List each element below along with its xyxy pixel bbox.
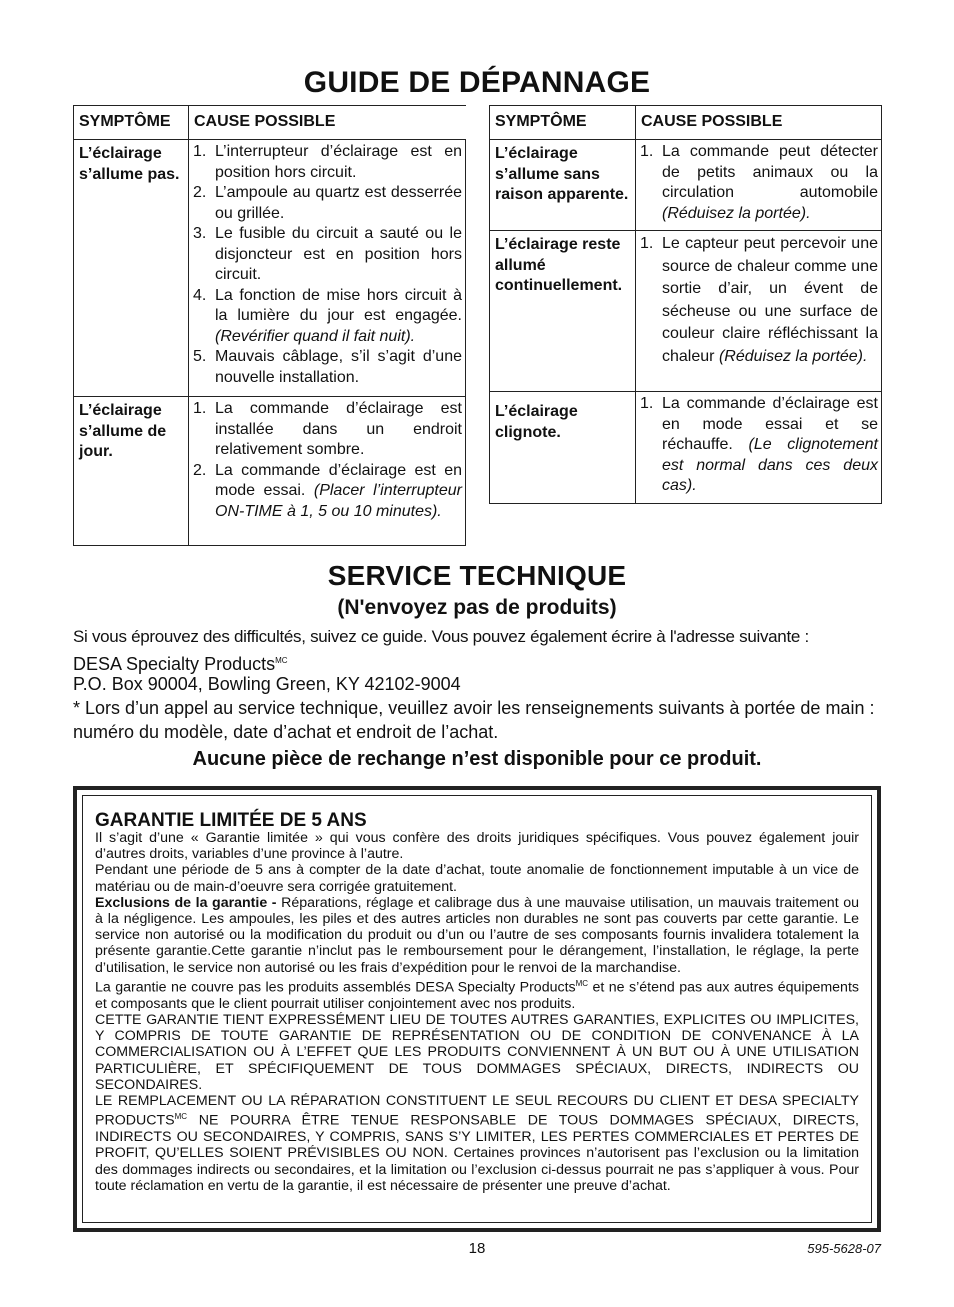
symptom-label: L’éclairage s’allume de jour. bbox=[79, 402, 167, 460]
service-intro: Si vous éprouvez des difficultés, suivez ce guide. Vous pouvez également écrire à l'adresse suivante : bbox=[73, 627, 809, 646]
warranty-paragraph: Il s’agit d’une « Garantie limitée » qui vous confère des droits juridiques spécifiques. Vous pouvez également jouir d’autres droits, variables d’une province à l’autre. bbox=[95, 830, 859, 863]
symptom-header: SYMPTÔME bbox=[490, 106, 636, 140]
table-header bbox=[490, 106, 882, 140]
cause-header: CAUSE POSSIBLE bbox=[189, 106, 466, 140]
cause-item: 4. La fonction de mise hors circuit à la lumière du jour est engagée. (Revérifier quand il fait nuit). bbox=[193, 286, 462, 345]
cause-item: 1. La commande d’éclairage est installée dans un endroit relativement sombre. bbox=[193, 400, 462, 458]
symptom-label: L’éclairage s’allume sans raison apparente. bbox=[495, 145, 629, 203]
table-row bbox=[490, 392, 882, 504]
table-row bbox=[74, 397, 466, 546]
mailing-address: P.O. Box 90004, Bowling Green, KY 42102-9004 bbox=[73, 674, 461, 694]
troubleshooting-table-right bbox=[489, 105, 882, 504]
cause-item: 1. L’interrupteur d’éclairage est en position hors circuit. bbox=[193, 143, 462, 181]
page-number: 18 bbox=[468, 1240, 486, 1257]
cause-list bbox=[636, 231, 881, 374]
cause-item: 2. L’ampoule au quartz est desserrée ou grillée. bbox=[193, 184, 462, 222]
symptom-label: L’éclairage s’allume pas. bbox=[79, 145, 180, 183]
no-parts-notice: Aucune pièce de rechange n’est disponible pour ce produit. bbox=[192, 748, 762, 770]
page-title: GUIDE DE DÉPANNAGE bbox=[303, 66, 651, 99]
warranty-paragraph: LE REMPLACEMENT OU LA RÉPARATION CONSTITUENT LE SEUL RECOURS DU CLIENT ET DESA SPECIALTY $PRODUCTS^{MC}$ NE POURRA ÊTRE TENUE RESPONSABLE DE TOUS DOMMAGES SPÉCIAUX, DIRECTS, INDIRECTS OU SECONDAIRES, Y COMPRIS, SANS S’Y LIMITER, LES PERTES COMMERCIALES ET PERTES DE PROFIT, QU’ELLES SOIENT PRÉVISIBLES OU NON. Certaines provinces n’autorisent pas l’exclusion ou la limitation des dommages indirects ou secondaires, et la limitation ou l’exclusion ci-dessus pourrait ne pas s’appliquer à vous. Pour toute réclamation en vertu de la garantie, il est nécessaire de présenter une preuve d’achat. bbox=[95, 1092, 859, 1194]
cause-list bbox=[636, 140, 881, 230]
cause-item: 5. Mauvais câblage, s’il s’agit d’une nouvelle installation. bbox=[193, 348, 462, 386]
warranty-paragraph: CETTE GARANTIE TIENT EXPRESSÉMENT LIEU DE TOUTES AUTRES GARANTIES, EXPLICITES OU IMPLICITES, Y COMPRIS DE TOUTE GARANTIE DE REPRÉSENTATION OU DE CONDITION DE CONVENANCE À LA COMMERCIALISATION OU À L’EFFET QUE LES PRODUITS CONVIENNENT À UN BUT OU À UNE UTILISATION PARTICULIÈRE, ET SPÉCIFIQUEMENT DE TOUS DOMMAGES SPÉCIAUX, DIRECTS, INDIRECTS OU SECONDAIRES. bbox=[95, 1011, 859, 1093]
troubleshooting-table-left bbox=[73, 105, 466, 546]
warranty-paragraph: Exclusions de la garantie - Réparations, réglage et calibrage dus à une mauvaise utilisation, un mauvais traitement ou à la négligence. Les ampoules, les piles et des autres articles non durables ne sont pas couverts par cette garantie. Le service non autorisé ou la modification du produit ou d’un ou l’autre de ses composants fournis invalidera totalement la présente garantie.Cette garantie n’inclut pas le remboursement pour le dérangement, l’installation, le réglage, la perte d’utilisation, le service non autorisé ou les frais d’expédition pour le renvoi de la marchandise. bbox=[95, 894, 860, 976]
table-row bbox=[490, 140, 882, 231]
trademark-mark: MC bbox=[275, 656, 288, 665]
symptom-label: L’éclairage reste allumé continuellement. bbox=[495, 236, 623, 294]
table-row bbox=[74, 140, 466, 397]
service-title: SERVICE TECHNIQUE bbox=[327, 560, 627, 591]
cause-list bbox=[636, 392, 881, 503]
call-note: * Lors d’un appel au service technique, veuillez avoir les renseignements suivants à portée de main : numéro du modèle, date d’achat et endroit de l’achat. bbox=[73, 698, 875, 742]
company-name: DESA Specialty Products$^{MC}$ bbox=[73, 654, 288, 674]
warranty-title: GARANTIE LIMITÉE DE 5 ANS bbox=[95, 810, 367, 831]
table-row bbox=[490, 231, 882, 392]
service-subtitle: (N'envoyez pas de produits) bbox=[337, 596, 617, 619]
cause-item: 2. La commande d’éclairage est en mode essai. (Placer l’interrupteur ON-TIME à 1, 5 ou 10 minutes). bbox=[193, 461, 463, 520]
cause-item: 1. La commande d’éclairage est en mode essai et se réchauffe. (Le clignotement est normal dans ces deux cas). bbox=[640, 395, 878, 494]
table-header bbox=[74, 106, 466, 140]
document-number: 595-5628-07 bbox=[807, 1241, 881, 1256]
warranty-paragraph: Pendant une période de 5 ans à compter de la date d’achat, toute anomalie de fonctionnement imputable à un vice de matériau ou de main-d’oeuvre sera corrigée gratuitement. bbox=[95, 862, 859, 895]
cause-list bbox=[189, 140, 465, 394]
cause-item: 1. Le capteur peut percevoir une source de chaleur comme une sortie d’air, un évent de sécheuse ou une surface de couleur claire réfléchissant la chaleur (Réduisez la portée). bbox=[640, 235, 878, 365]
warranty-text bbox=[95, 830, 859, 1194]
warranty-box bbox=[73, 786, 881, 1232]
symptom-header: SYMPTÔME bbox=[74, 106, 189, 140]
symptom-label: L’éclairage clignote. bbox=[495, 403, 578, 441]
cause-list bbox=[189, 397, 465, 528]
cause-item: 3. Le fusible du circuit a sauté ou le disjoncteur est en position hors circuit. bbox=[193, 225, 462, 283]
cause-item: 1. La commande peut détecter de petits animaux ou la circulation automobile (Réduisez la portée). bbox=[640, 143, 878, 222]
cause-header: CAUSE POSSIBLE bbox=[636, 106, 882, 140]
warranty-paragraph: La garantie ne couvre pas les produits assemblés DESA Specialty Products$^{MC}$ et ne s’étend pas aux autres équipements et composants que le client pourrait utiliser conjointement avec nos produits. bbox=[95, 978, 859, 1012]
